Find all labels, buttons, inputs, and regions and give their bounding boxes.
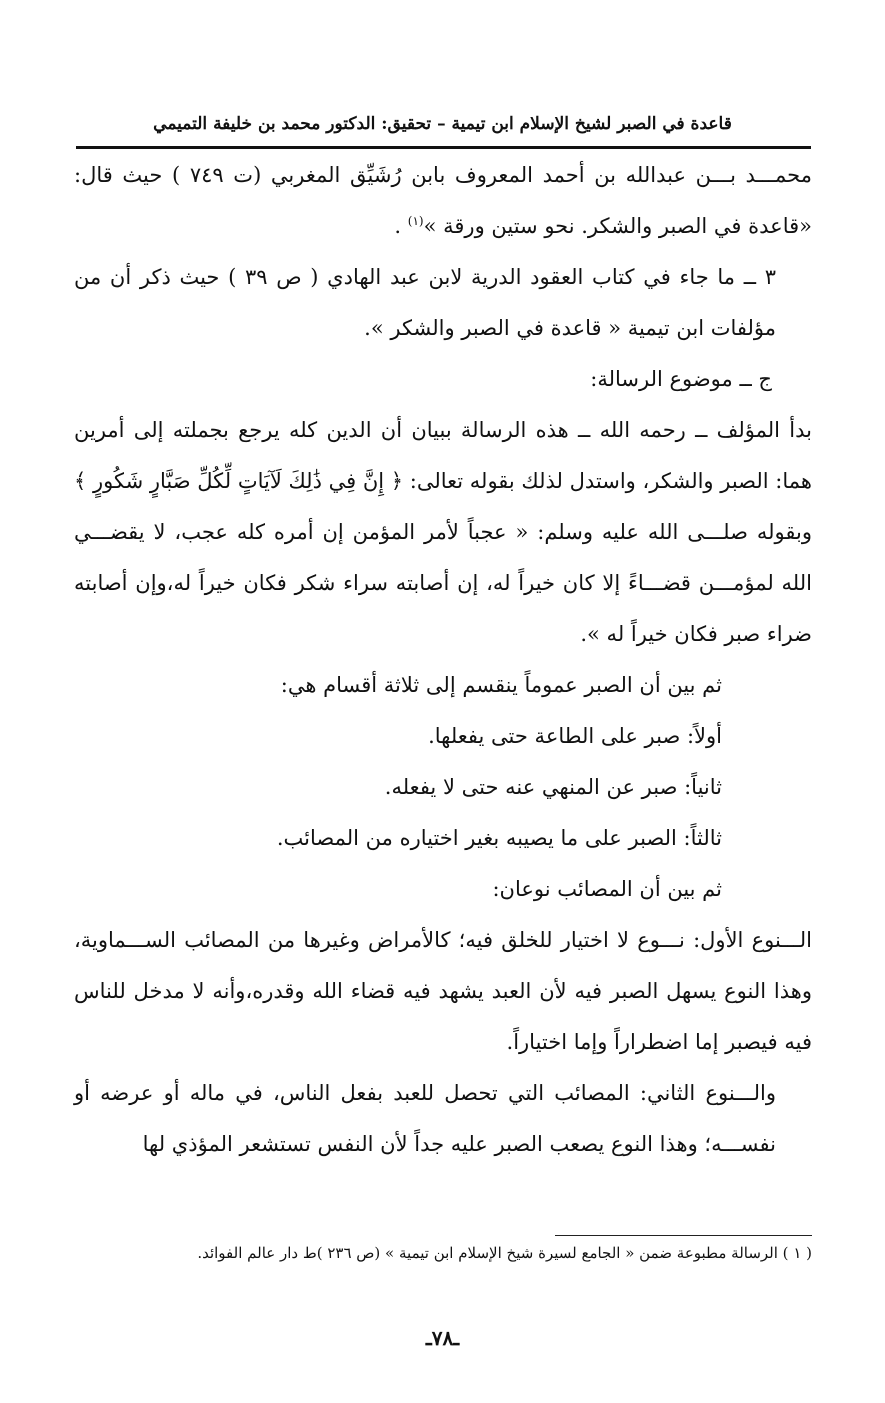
list-item-3: ثالثاً: الصبر على ما يصيبه بغير اختياره من المصائب. <box>276 826 722 850</box>
footnote-rule <box>555 1235 812 1236</box>
paragraph-5: ثم بين أن المصائب نوعان: <box>492 877 722 901</box>
paragraph-4: ثم بين أن الصبر عموماً ينقسم إلى ثلاثة أقسام هي: <box>280 673 722 697</box>
paragraph-6: الـــنوع الأول: نـــوع لا اختيار للخلق فيه؛ كالأمراض وغيرها من المصائب الســـماوية، وهذا النوع يسهل الصبر فيه لأن العبد يشهد فيه قضاء الله وقدره،وأنه لا مدخل للناس فيه فيصبر إما اضطراراً وإما اختياراً. <box>74 928 812 1054</box>
running-header: قاعدة في الصبر لشيخ الإسلام ابن تيمية – تحقيق: الدكتور محمد بن خليفة التميمي <box>153 114 732 134</box>
footnote-reference: (١) <box>407 214 424 228</box>
section-heading: ج ــ موضوع الرسالة: <box>590 367 772 391</box>
page-number: ـ٧٨ـ <box>425 1326 460 1350</box>
paragraph-1-text: محمـــد بـــن عبدالله بن أحمد المعروف بابن رُشَيِّق المغربي (ت ٧٤٩ ) حيث قال: «قاعدة في الصبر والشكر. نحو ستين ورقة » <box>74 163 812 238</box>
list-item-2: ثانياً: صبر عن المنهي عنه حتى لا يفعله. <box>384 775 722 799</box>
list-item-1: أولاً: صبر على الطاعة حتى يفعلها. <box>428 724 722 748</box>
header-rule <box>76 146 811 149</box>
body-text <box>74 150 812 1170</box>
paragraph-2: ٣ ــ ما جاء في كتاب العقود الدرية لابن عبد الهادي ( ص ٣٩ ) حيث ذكر أن من مؤلفات ابن تيمية « قاعدة في الصبر والشكر ». <box>74 265 776 340</box>
paragraph-1: محمـــد بـــن عبدالله بن أحمد المعروف بابن رُشَيِّق المغربي (ت ٧٤٩ ) حيث قال: «قاعدة في الصبر والشكر. نحو ستين ورقة »$^{(١)}$ . <box>74 163 812 238</box>
paragraph-7: والـــنوع الثاني: المصائب التي تحصل للعبد بفعل الناس، في ماله أو عرضه أو نفســـه؛ وهذا النوع يصعب الصبر عليه جداً لأن النفس تستشعر المؤذي لها <box>74 1081 776 1156</box>
footnote: ( ١ ) الرسالة مطبوعة ضمن « الجامع لسيرة شيخ الإسلام ابن تيمية » (ص ٢٣٦ )ط دار عالم الفوائد. <box>197 1244 812 1262</box>
paragraph-3: بدأ المؤلف ــ رحمه الله ــ هذه الرسالة ببيان أن الدين كله يرجع بجملته إلى أمرين هما: الصبر والشكر، واستدل لذلك بقوله تعالى: ﴿ إِنَّ فِي ذَٰلِكَ لَآيَاتٍ لِّكُلِّ صَبَّارٍ شَكُورٍ ﴾ وبقوله صلـــى الله عليه وسلم: « عجباً لأمر المؤمن إن أمره كله عجب، لا يقضـــي الله لمؤمـــن قضـــاءً إلا كان خيراً له، إن أصابته سراء شكر فكان خيراً له،وإن أصابته ضراء صبر فكان خيراً له ». <box>74 418 812 646</box>
